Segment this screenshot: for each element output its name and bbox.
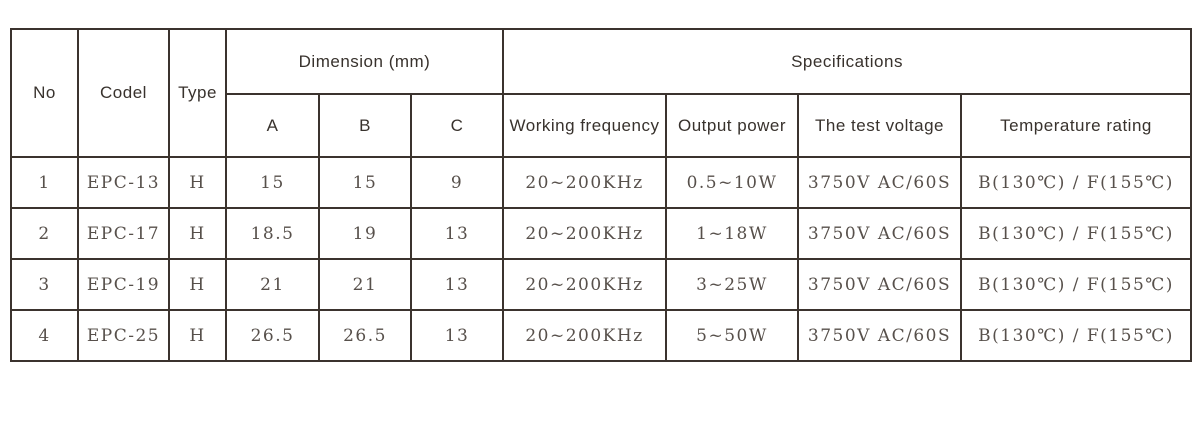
cell-output-power: 3~25W [666, 259, 798, 310]
col-header-output-power: Output power [666, 94, 798, 157]
cell-dim-a: 18.5 [226, 208, 319, 259]
cell-codel: EPC-17 [78, 208, 169, 259]
col-header-codel: Codel [78, 29, 169, 157]
table-row [11, 259, 1191, 310]
header-row-groups [11, 29, 1191, 94]
cell-dim-a: 15 [226, 157, 319, 208]
cell-no: 2 [11, 208, 78, 259]
cell-output-power: 5~50W [666, 310, 798, 361]
product-spec-table [10, 28, 1192, 362]
cell-type: H [169, 310, 226, 361]
col-header-test-voltage: The test voltage [798, 94, 961, 157]
cell-no: 4 [11, 310, 78, 361]
cell-codel: EPC-25 [78, 310, 169, 361]
col-header-dim-c: C [411, 94, 503, 157]
cell-dim-b: 15 [319, 157, 411, 208]
col-header-working-frequency: Working frequency [503, 94, 666, 157]
cell-dim-c: 13 [411, 259, 503, 310]
cell-dim-a: 21 [226, 259, 319, 310]
cell-temperature-rating: B(130℃) / F(155℃) [961, 259, 1191, 310]
cell-dim-c: 13 [411, 310, 503, 361]
table-row [11, 310, 1191, 361]
cell-output-power: 1~18W [666, 208, 798, 259]
cell-type: H [169, 259, 226, 310]
cell-dim-c: 9 [411, 157, 503, 208]
col-header-dim-a: A [226, 94, 319, 157]
cell-codel: EPC-13 [78, 157, 169, 208]
cell-temperature-rating: B(130℃) / F(155℃) [961, 208, 1191, 259]
cell-test-voltage: 3750V AC/60S [798, 259, 961, 310]
cell-temperature-rating: B(130℃) / F(155℃) [961, 157, 1191, 208]
col-header-no: No [11, 29, 78, 157]
cell-working-frequency: 20~200KHz [503, 259, 666, 310]
cell-working-frequency: 20~200KHz [503, 310, 666, 361]
cell-temperature-rating: B(130℃) / F(155℃) [961, 310, 1191, 361]
cell-test-voltage: 3750V AC/60S [798, 157, 961, 208]
cell-dim-c: 13 [411, 208, 503, 259]
cell-working-frequency: 20~200KHz [503, 157, 666, 208]
col-group-specifications: Specifications [503, 29, 1191, 94]
cell-test-voltage: 3750V AC/60S [798, 208, 961, 259]
cell-test-voltage: 3750V AC/60S [798, 310, 961, 361]
cell-working-frequency: 20~200KHz [503, 208, 666, 259]
table-row [11, 157, 1191, 208]
table-row [11, 208, 1191, 259]
cell-dim-a: 26.5 [226, 310, 319, 361]
cell-codel: EPC-19 [78, 259, 169, 310]
cell-no: 1 [11, 157, 78, 208]
cell-no: 3 [11, 259, 78, 310]
cell-type: H [169, 157, 226, 208]
col-header-dim-b: B [319, 94, 411, 157]
col-header-type: Type [169, 29, 226, 157]
cell-dim-b: 19 [319, 208, 411, 259]
col-header-temperature-rating: Temperature rating [961, 94, 1191, 157]
cell-dim-b: 21 [319, 259, 411, 310]
cell-dim-b: 26.5 [319, 310, 411, 361]
cell-type: H [169, 208, 226, 259]
col-group-dimension: Dimension (mm) [226, 29, 503, 94]
cell-output-power: 0.5~10W [666, 157, 798, 208]
